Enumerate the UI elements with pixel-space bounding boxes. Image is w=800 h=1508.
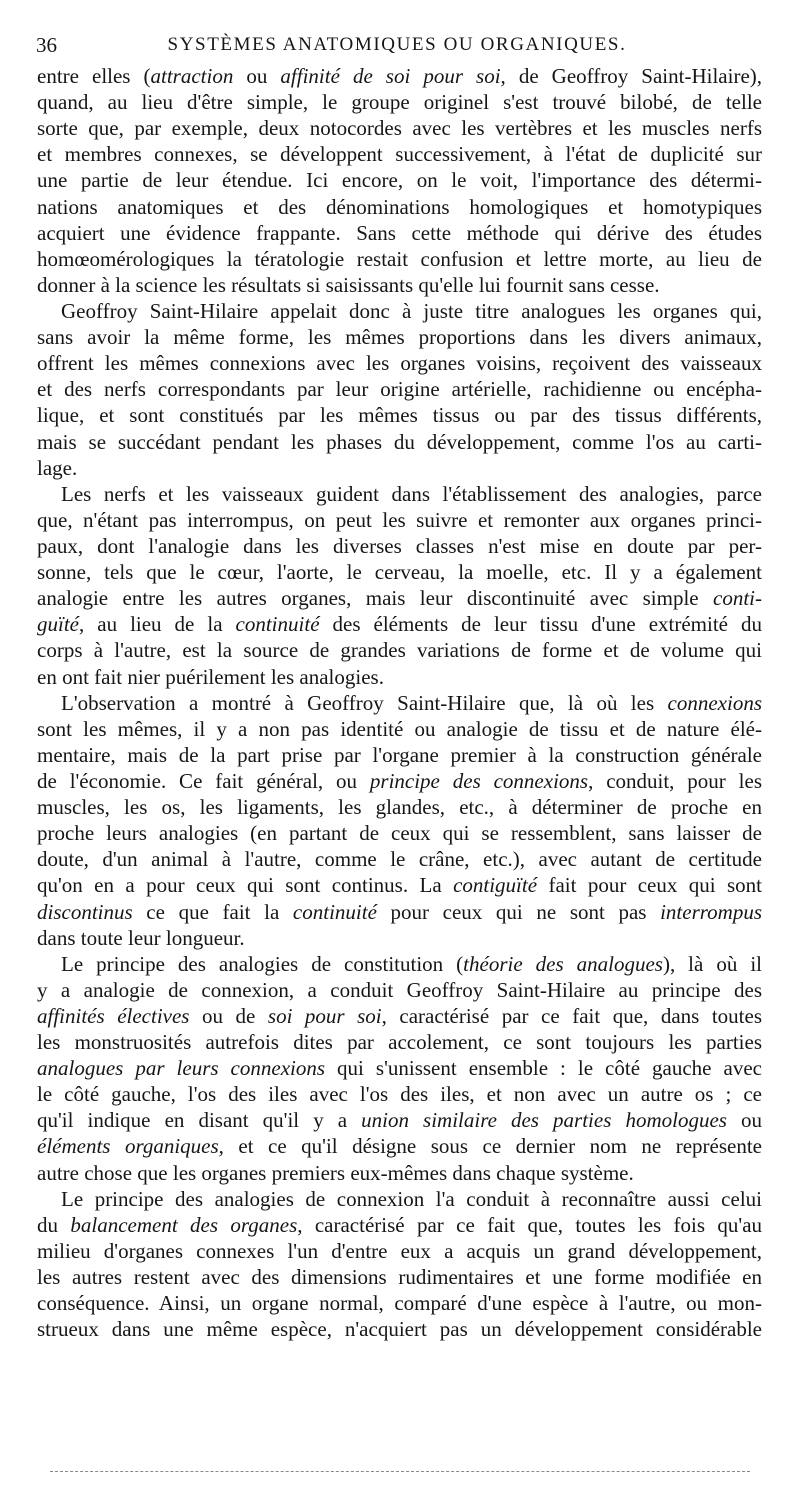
- text-line: du balancement des organes, caractérisé par ce fait que, toutes les fois qu'au: [37, 1212, 763, 1237]
- text-line: qu'il indique en disant qu'il y a union similaire des parties homologues ou: [37, 1108, 762, 1133]
- body-text: [37, 63, 762, 1342]
- text-line: conséquence. Ainsi, un organe normal, comparé d'une espèce à l'autre, ou mon-: [37, 1291, 762, 1316]
- text-line: dans toute leur longueur.: [37, 925, 245, 950]
- text-line: donner à la science les résultats si saisissants qu'elle lui fournit sans cesse.: [37, 272, 660, 297]
- text-line: Le principe des analogies de constitution (théorie des analogues), là où il: [61, 951, 762, 976]
- text-line: sont les mêmes, il y a non pas identité ou analogie de tissu et de nature élé-: [37, 716, 762, 741]
- text-line: homœomérologiques la tératologie restait confusion et lettre morte, au lieu de: [37, 246, 762, 271]
- text-line: Geoffroy Saint-Hilaire appelait donc à juste titre analogues les organes qui,: [61, 298, 762, 323]
- text-line: analogues par leurs connexions qui s'unissent ensemble : le côté gauche avec: [37, 1056, 762, 1081]
- page-header: [32, 30, 762, 60]
- text-line: que, n'étant pas interrompus, on peut les suivre et remonter aux organes princi-: [37, 507, 762, 532]
- running-head: SYSTÈMES ANATOMIQUES OU ORGANIQUES.: [167, 34, 627, 55]
- text-line: Les nerfs et les vaisseaux guident dans l'établissement des analogies, parce: [61, 481, 762, 506]
- text-line: le côté gauche, l'os des iles avec l'os des iles, et non avec un autre os ; ce: [37, 1082, 762, 1107]
- text-line: mentaire, mais de la part prise par l'organe premier à la construction générale: [37, 742, 762, 767]
- footer-rule: [50, 1471, 750, 1472]
- text-line: de l'économie. Ce fait général, ou principe des connexions, conduit, pour les: [37, 768, 762, 793]
- text-line: lique, et sont constitués par les mêmes tissus ou par des tissus différents,: [37, 403, 762, 428]
- text-line: offrent les mêmes connexions avec les organes voisins, reçoivent des vaisseaux: [37, 351, 762, 376]
- text-line: paux, dont l'analogie dans les diverses classes n'est mise en doute par per-: [37, 533, 762, 558]
- text-line: une partie de leur étendue. Ici encore, on le voit, l'importance des détermi-: [37, 168, 762, 193]
- text-line: guïté, au lieu de la continuité des éléments de leur tissu d'une extrémité du: [37, 612, 762, 637]
- text-line: éléments organiques, et ce qu'il désigne sous ce dernier nom ne représente: [37, 1134, 762, 1159]
- text-line: entre elles (attraction ou affinité de soi pour soi, de Geoffroy Saint-Hilaire),: [37, 64, 763, 88]
- text-line: les monstruosités autrefois dites par accolement, ce sont toujours les parties: [37, 1030, 762, 1055]
- page-number: 36: [36, 33, 57, 57]
- text-line: Le principe des analogies de connexion l'a conduit à reconnaître aussi celui: [61, 1186, 762, 1211]
- text-line: quand, au lieu d'être simple, le groupe originel s'est trouvé bilobé, de telle: [37, 90, 762, 115]
- text-line: muscles, les os, les ligaments, les glandes, etc., à déterminer de proche en: [37, 795, 762, 820]
- text-line: les autres restent avec des dimensions rudimentaires et une forme modifiée en: [37, 1265, 762, 1290]
- text-line: acquiert une évidence frappante. Sans cette méthode qui dérive des études: [37, 220, 762, 245]
- text-line: affinités électives ou de soi pour soi, caractérisé par ce fait que, dans toutes: [37, 1003, 763, 1028]
- text-line: et des nerfs correspondants par leur origine artérielle, rachidienne ou encépha-: [37, 377, 762, 402]
- text-line: corps à l'autre, est la source de grandes variations de forme et de volume qui: [37, 638, 762, 663]
- text-line: en ont fait nier puérilement les analogies.: [37, 664, 384, 689]
- text-line: lage.: [37, 455, 78, 480]
- text-line: mais se succédant pendant les phases du développement, comme l'os au carti-: [37, 429, 762, 454]
- text-line: discontinus ce que fait la continuité pour ceux qui ne sont pas interrompus: [37, 899, 762, 924]
- text-line: proche leurs analogies (en partant de ceux qui se ressemblent, sans laisser de: [37, 821, 762, 846]
- text-line: sorte que, par exemple, deux notocordes avec les vertèbres et les muscles nerfs: [37, 116, 762, 141]
- text-line: L'observation a montré à Geoffroy Saint-Hilaire que, là où les connexions: [61, 690, 762, 715]
- text-line: autre chose que les organes premiers eux-mêmes dans chaque système.: [37, 1160, 634, 1185]
- text-line: et membres connexes, se développent successivement, à l'état de duplicité sur: [37, 142, 762, 167]
- text-line: strueux dans une même espèce, n'acquiert pas un développement considérable: [37, 1317, 762, 1342]
- text-line: doute, d'un animal à l'autre, comme le crâne, etc.), avec autant de certitude: [37, 847, 762, 872]
- text-line: analogie entre les autres organes, mais leur discontinuité avec simple conti-: [37, 586, 762, 611]
- text-line: sonne, tels que le cœur, l'aorte, le cerveau, la moelle, etc. Il y a également: [37, 560, 762, 585]
- text-line: y a analogie de connexion, a conduit Geoffroy Saint-Hilaire au principe des: [37, 977, 762, 1002]
- text-line: milieu d'organes connexes l'un d'entre eux a acquis un grand développement,: [37, 1238, 762, 1263]
- text-line: nations anatomiques et des dénominations homologiques et homotypiques: [37, 194, 762, 219]
- text-line: qu'on en a pour ceux qui sont continus. La contiguïté fait pour ceux qui sont: [37, 873, 762, 898]
- text-line: sans avoir la même forme, les mêmes proportions dans les divers animaux,: [37, 325, 762, 350]
